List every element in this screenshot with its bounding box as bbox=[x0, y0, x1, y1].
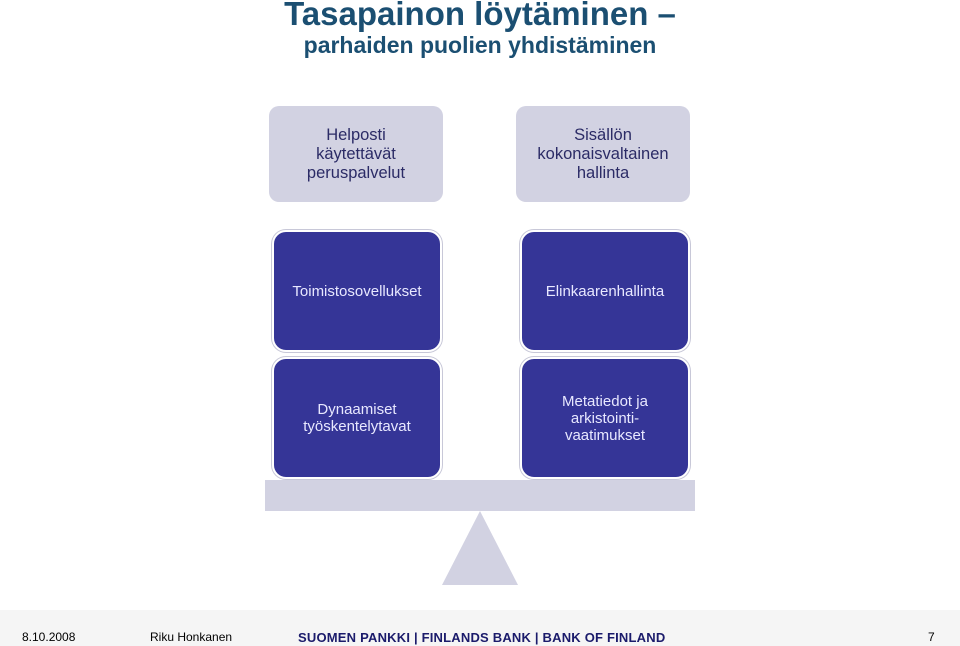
footer-page-number: 7 bbox=[928, 630, 935, 644]
footer-organization: SUOMEN PANKKI | FINLANDS BANK | BANK OF FINLAND bbox=[298, 630, 666, 645]
slide-title: Tasapainon löytäminen – bbox=[284, 0, 676, 32]
footer-author: Riku Honkanen bbox=[150, 630, 233, 644]
scale-beam bbox=[265, 480, 695, 511]
slide-subtitle: parhaiden puolien yhdistäminen bbox=[303, 32, 657, 58]
blue-box-metadata-archiving: Metatiedot ja arkistointi- vaatimukset bbox=[520, 357, 690, 479]
footer-date: 8.10.2008 bbox=[22, 630, 76, 644]
blue-box-office-apps: Toimistosovellukset bbox=[272, 230, 442, 352]
scale-fulcrum-triangle bbox=[442, 511, 518, 585]
top-box-content-management: Sisällön kokonaisvaltainen hallinta bbox=[516, 106, 690, 202]
blue-box-lifecycle: Elinkaarenhallinta bbox=[520, 230, 690, 352]
footer-bar bbox=[0, 610, 960, 646]
top-box-basic-services: Helposti käytettävät peruspalvelut bbox=[269, 106, 443, 202]
blue-box-dynamic-work: Dynaamiset työskentelytavat bbox=[272, 357, 442, 479]
